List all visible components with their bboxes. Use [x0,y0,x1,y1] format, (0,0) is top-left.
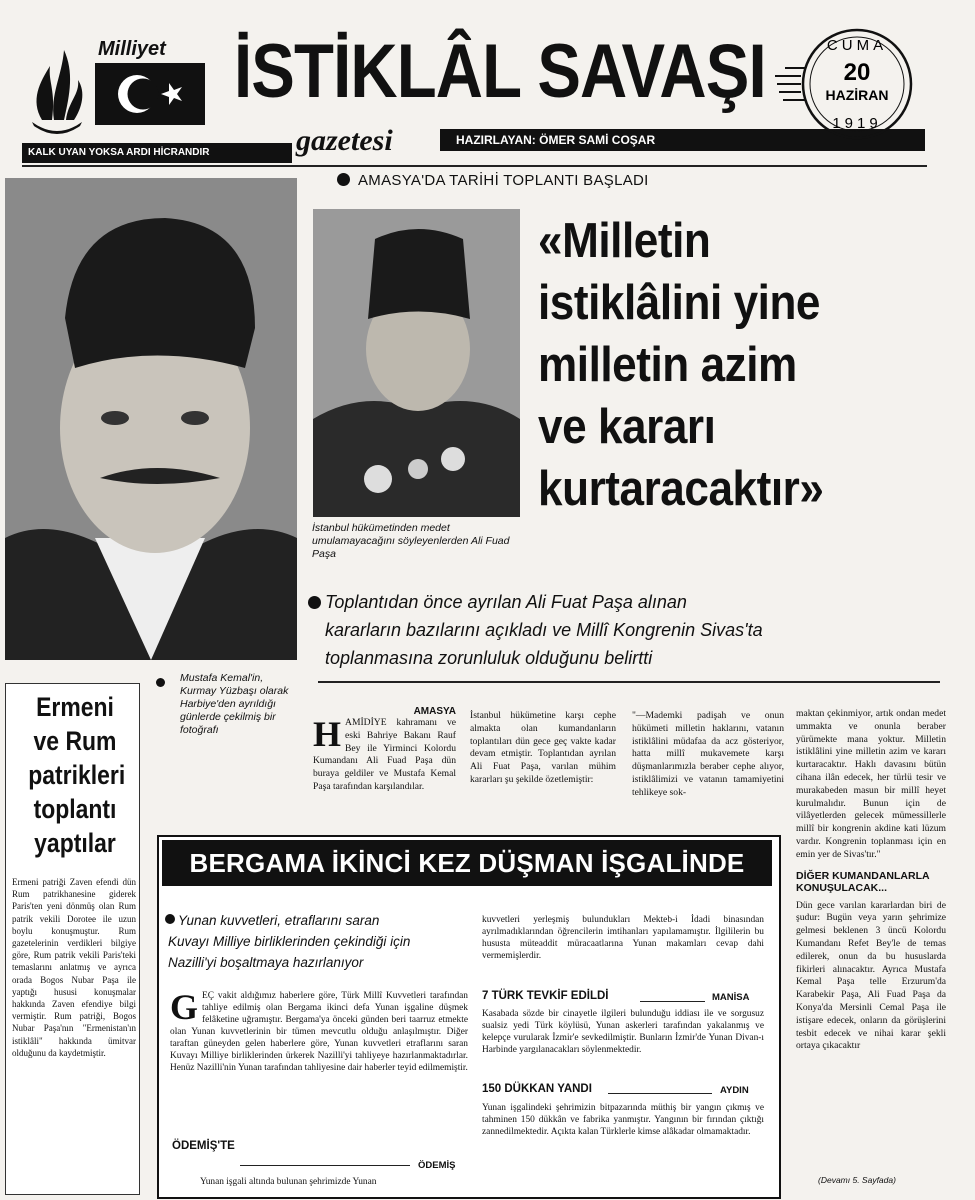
subhead-line: kararların bazılarını açıkladı ve Millî Kongrenin Sivas'ta [325,620,763,640]
article-column-4 [796,708,946,1053]
stamp-year: 1919 [832,115,882,132]
article-column-2: İstanbul hükümetine karşı cephe almakta olan kumandanların toplantıları dün gece geç vakte kadar devam etmiştir. Toplantıdan ayrılan Ali Fuat Paşa, varılan mühim kararları şu şekilde özetlemiştir: [470,710,616,785]
dukkan-place: AYDIN [720,1085,749,1096]
bergama-text: EÇ vakit aldığımız haberlere göre, Türk Millî Kuvvetleri tarafından tahliye edilmiş olan Bergama ikinci defa Yunan işgaline düşmek felâketine uğramıştır. Bergama'ya önceki günden beri taarruz etmekte olan Yunan kuvvetlerinin bir tümen mevcutlu olduğu anlaşılmıştır. Diğer taraftan güneyden gelen haberlere göre, Yunan kuvvetleri etraflarını saran Kuvayı Milliye birliklerinden ürkerek Nazilli'yi tahliyeye hazırlanmaktadırlar. Henüz Nazilli'nin Yunan tarafından tahliyesine dair haberler teyid edilmemiştir. [170,991,468,1073]
headline-line: «Milletin [538,214,711,268]
dash-rule [608,1093,712,1094]
kicker [337,172,649,189]
subhead-line: Toplantıdan önce ayrılan Ali Fuat Paşa alınan [325,592,687,612]
photo-mustafa-kemal [5,178,297,660]
dateline: AMASYA [413,706,456,717]
subheadline [325,588,945,672]
bergama-column-1 [170,987,468,1074]
odemis-heading: ÖDEMİŞ'TE [172,1140,235,1152]
bullet-icon [337,173,350,186]
odemis-text: Yunan işgali altında bulunan şehrimizde Yunan [200,1177,377,1187]
dropcap: H [313,714,342,754]
bergama-column-2: kuvvetleri yerleşmiş bulundukları Mekteb-i İdadi binasından ayrılmadıklarından öğrencilerin imtihanları yapılamamıştır. İlgililerin bu hususta müteaddit müracaatlarına Yunan makamları cevap dahi vermemişlerdir. [482,915,764,961]
side-story-body: Ermeni patriği Zaven efendi dün Rum patrikhanesine giderek Paris'ten yeni dönmüş olan Rum patrik vekili Dorotee ile uzun boylu konuşmuştur. Rum gazetelerinin verdikleri bilgiye göre, Rum patrik vekili Paris'teki temaslarını anlatmış ve ayrıca orada Bogos Nubar Paşa ile yaptığı hususi konuşmalar hakkında Zaven efendiye bilgi vermiştir. Rum patriği, Bogos Nubar Paşa'nın "Ermenistan'ın istiklâli" hakkında ümitvar olduğunu da kaydetmiştir. [12,877,136,1058]
newspaper-subtitle: gazetesi [296,124,393,157]
subhead-line: toplanmasına zorunluluk olduğunu belirtti [325,648,653,668]
date-stamp [775,24,920,144]
dukkan-heading: 150 DÜKKAN YANDI [482,1083,592,1095]
motto-bar: KALK UYAN YOKSA ARDI HİCRANDIR [22,143,292,163]
bullet-icon [156,678,165,687]
headline-line: istiklâlini yine [538,276,821,330]
stamp-month: HAZİRAN [825,87,889,103]
side-headline-line: ve Rum [33,726,117,756]
bergama-subheadline [168,910,468,973]
caption-mustafa-kemal: Mustafa Kemal'in, Kurmay Yüzbaşı olarak Harbiye'den ayrıldığı günlerde çekilmiş bir fotoğrafı [180,672,289,736]
crescent-star-flag-icon [95,63,205,125]
article-column-3: "—Mademki padişah ve onun hükümeti milletin haklarını, vatanın istiklâlini müdafaa da acz gösteriyor, hatta millî mukavemete karşı düşmanlarımızla beraber cephe alıyor, istiklâlimizi ve vatanın tamamiyetini tehlikeye sok- [632,710,784,798]
article-text: maktan çekinmiyor, artık ondan medet ummakta ve onunla beraber yürümekte mana yoktur. Milletin istiklâlini yine milletin azim ve kararı kurtaracaktır. Haklı davasını bütün cihana ilân edecek, her türlü tesir ve murakabeden masun bir millî heyet kurulmalıdır. Bunun için de vilâyetlerden gelecek mümessillerle millî bir kongrenin akdine kati lüzum vardır. Kongrenin toplanması için en emin yer de Sivas'tır." [796,708,946,860]
bergama-sub-line: Nazilli'yi boşaltmaya hazırlanıyor [168,955,364,970]
kicker-text: AMASYA'DA TARİHİ TOPLANTI BAŞLADI [358,172,649,189]
tevkif-heading: 7 TÜRK TEVKİF EDİLDİ [482,990,609,1002]
bullet-icon [308,596,321,609]
newspaper-title: İSTİKLÂL SAVAŞI [234,29,766,114]
subsection-heading: DİĞER KUMANDANLARLA KONUŞULACAK... [796,869,930,894]
headline-line: ve kararı [538,400,716,454]
odemis-place: ÖDEMİŞ [418,1160,456,1171]
dash-rule [240,1165,410,1166]
side-story-headline [28,690,126,860]
tevkif-place: MANİSA [712,992,750,1003]
article-text: Dün gece varılan kararlardan biri de şudur: Bugün veya yarın şehrimize gelmesi beklenen 3 üncü Kolordu Kumandanı Refet Bey'le de temas edilerek, onun da bu hususlarda fikirleri alınacaktır. Ayrıca Mustafa Kemal Paşa telle Erzurum'da Karabekir Paşa, Ali Fuad Paşa da Konya'da Mersinli Cemal Paşa ile istişare edecek, onların da görüşlerini tesbit edecek ve nihai karar şekli ortaya çıkacaktır [796,899,946,1052]
bergama-sub-line: Yunan kuvvetleri, etraflarını saran [178,913,380,928]
tevkif-text: Kasabada sözde bir cinayetle ilgileri bulunduğu iddiası ile ve sorgusuz sualsiz yedi Türk köylüsü, Yunan askerleri tarafından yakalanmış ve kelepçe vurularak İzmir'e sevkedilmiştir. Bunların İzmir'de Yunan Divan-ı Harbinde yargılanacakları söylenmektedir. [482,1009,764,1055]
photo-ali-fuad [313,209,520,517]
continued-note: (Devamı 5. Sayfada) [818,1175,896,1185]
stamp-day: 20 [843,59,871,86]
side-headline-line: Ermeni [36,692,114,722]
main-headline [538,210,916,520]
dukkan-text: Yunan işgalindeki şehrimizin bitpazarında müthiş bir yangın çıkmış ve tahminen 150 dükkân ve fabrika yanmıştır. Yangının bir fırından çıktığı zannedilmektedir. Açıkta kalan Türklerle kimse alâkadar olmamaktadır. [482,1103,764,1137]
dropcap: G [170,987,199,1027]
headline-line: kurtaracaktır» [538,462,824,516]
side-headline-line: toplantı [33,794,117,824]
side-headline-line: patrikleri [28,760,126,790]
bergama-sub-line: Kuvayı Milliye birliklerinden çekindiği için [168,934,411,949]
masthead-rule [22,165,927,167]
brand-name: Milliyet [98,38,166,60]
article-rule [318,681,940,683]
caption-ali-fuad: İstanbul hükümetinden medet umulamayacağını söyleyenlerden Ali Fuad Paşa [312,522,510,560]
article-column-1 [313,706,456,794]
stamp-day-name: CUMA [826,37,888,54]
flame-logo-icon [22,42,92,140]
bergama-banner: BERGAMA İKİNCİ KEZ DÜŞMAN İŞGALİNDE [162,840,772,886]
dash-rule [640,1001,705,1002]
prepared-by-bar: HAZIRLAYAN: ÖMER SAMİ COŞAR [440,129,925,151]
headline-line: milletin azim [538,338,797,392]
side-headline-line: yaptılar [34,828,116,858]
article-text: AMİDİYE kahramanı ve eski Bahriye Bakanı Rauf Bey ile Yirminci Kolordu Kumandanı Ali Fuad Paşa dün buraya geldiler ve Mustafa Kemal Paşa tarafından karşılandılar. [313,717,456,792]
